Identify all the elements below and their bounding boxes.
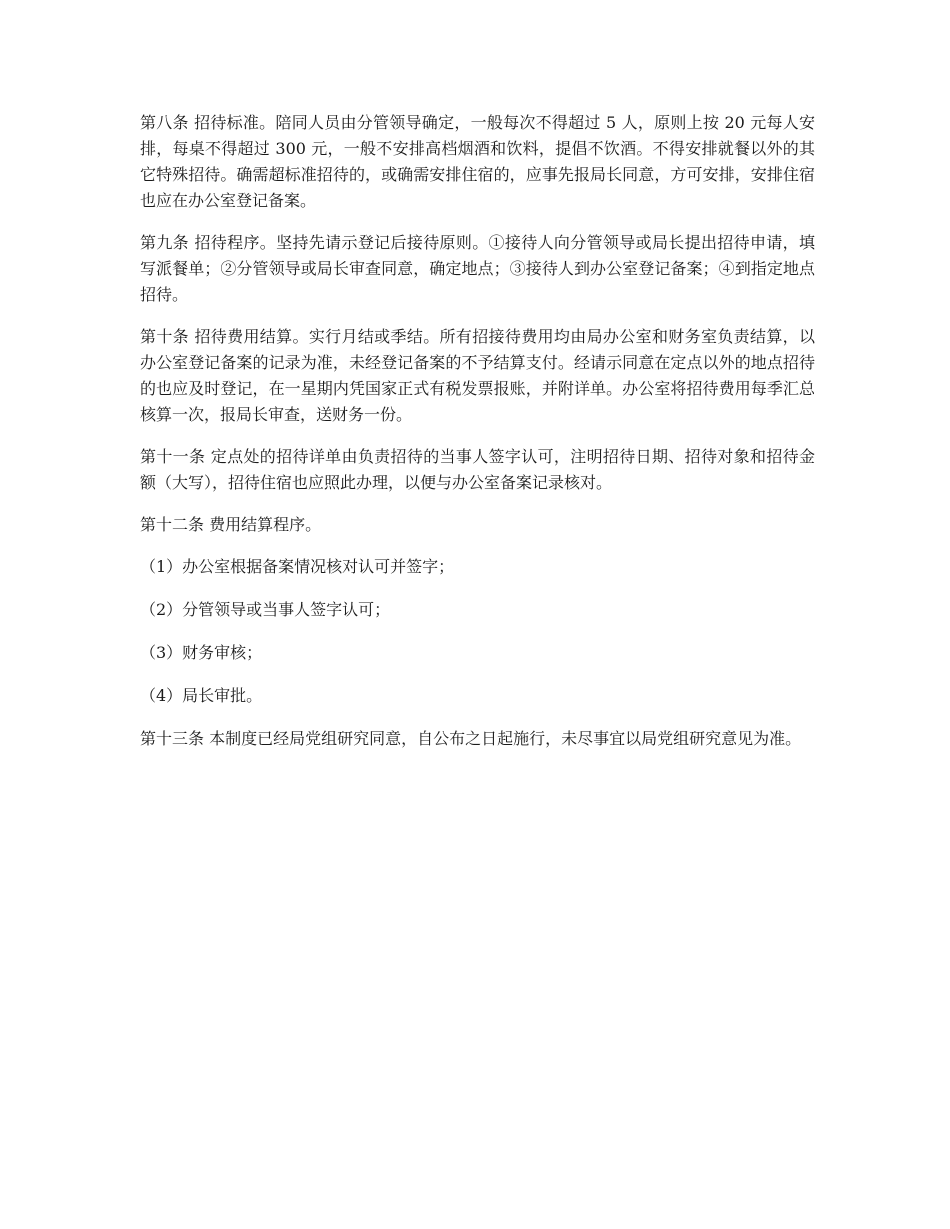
list-item: （3）财务审核； bbox=[140, 643, 263, 662]
article-13-paragraph: 第十三条 本制度已经局党组研究同意，自公布之日起施行，未尽事宜以局党组研究意见为准。 bbox=[140, 729, 802, 748]
article-10-paragraph: 第十条 招待费用结算。实行月结或季结。所有招接待费用均由局办公室和财务室负责结算，以办公室登记备案的记录为准，未经登记备案的不予结算支付。经请示同意在定点以外的地点招待的也应及时登记，在一星期内凭国家正式有税发票报账，并附详单。办公室将招待费用每季汇总核算一次，报局长审查，送财务一份。 bbox=[140, 327, 815, 424]
article-11-paragraph: 第十一条 定点处的招待详单由负责招待的当事人签字认可，注明招待日期、招待对象和招待金额（大写），招待住宿也应照此办理，以便与办公室备案记录核对。 bbox=[140, 447, 815, 492]
article-12-heading: 第十二条 费用结算程序。 bbox=[140, 515, 322, 534]
list-item: （2）分管领导或当事人签字认可； bbox=[140, 600, 391, 619]
list-item: （1）办公室根据备案情况核对认可并签字； bbox=[140, 557, 455, 576]
list-item: （4）局长审批。 bbox=[140, 686, 263, 705]
article-9-paragraph: 第九条 招待程序。坚持先请示登记后接待原则。①接待人向分管领导或局长提出招待申请，填写派餐单；②分管领导或局长审查同意，确定地点；③接待人到办公室登记备案；④到指定地点招待。 bbox=[140, 233, 815, 304]
document-body bbox=[140, 110, 815, 768]
article-8-paragraph: 第八条 招待标准。陪同人员由分管领导确定，一般每次不得超过 5 人，原则上按 20 元每人安排，每桌不得超过 300 元，一般不安排高档烟酒和饮料，提倡不饮酒。不得安排就餐以外的其它特殊招待。确需超标准招待的，或确需安排住宿的，应事先报局长同意，方可安排，安排住宿也应在办公室登记备案。 bbox=[140, 113, 815, 210]
